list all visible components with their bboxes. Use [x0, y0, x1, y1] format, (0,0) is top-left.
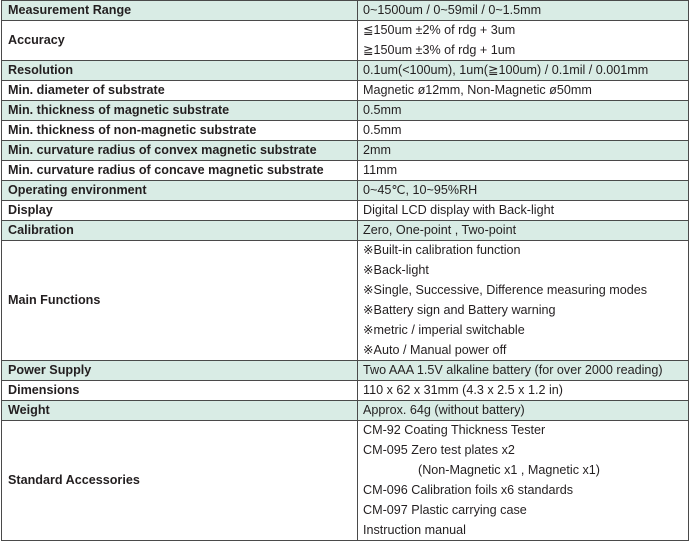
spec-label: Min. thickness of magnetic substrate [2, 101, 358, 121]
spec-value-line: ※Auto / Manual power off [363, 343, 507, 357]
spec-label: Dimensions [2, 381, 358, 401]
spec-value-line: ※Single, Successive, Difference measuring modes [363, 283, 648, 297]
spec-row-display [2, 201, 689, 221]
spec-label: Min. curvature radius of concave magnetic substrate [2, 161, 358, 181]
spec-value-line: CM-097 Plastic carrying case [363, 503, 527, 517]
spec-row-weight [2, 401, 689, 421]
spec-value-line: ≧150um ±3% of rdg + 1um [363, 43, 516, 57]
spec-label: Accuracy [2, 21, 358, 61]
spec-value-line: Instruction manual [363, 523, 466, 537]
spec-value-line: CM-095 Zero test plates x2 [363, 443, 515, 457]
spec-label: Measurement Range [2, 1, 358, 21]
spec-value-line: ※metric / imperial switchable [363, 323, 525, 337]
spec-row-calibration [2, 221, 689, 241]
spec-value-line: CM-92 Coating Thickness Tester [363, 423, 546, 437]
spec-value: 0.1um(<100um), 1um(≧100um) / 0.1mil / 0.001mm [358, 61, 689, 81]
spec-value-line: CM-096 Calibration foils x6 standards [363, 483, 573, 497]
spec-label: Min. curvature radius of convex magnetic substrate [2, 141, 358, 161]
spec-value [358, 241, 689, 361]
spec-row-dimensions [2, 381, 689, 401]
spec-value: Zero, One-point , Two-point [358, 221, 689, 241]
spec-row-convex-radius [2, 141, 689, 161]
spec-row-min-thickness-non-magnetic [2, 121, 689, 141]
spec-row-resolution [2, 61, 689, 81]
spec-value: 2mm [358, 141, 689, 161]
spec-value: 110 x 62 x 31mm (4.3 x 2.5 x 1.2 in) [358, 381, 689, 401]
spec-label: Min. thickness of non-magnetic substrate [2, 121, 358, 141]
spec-row-main-functions [2, 241, 689, 361]
spec-value-line: ※Battery sign and Battery warning [363, 303, 556, 317]
spec-value-line: ≦150um ±2% of rdg + 3um [363, 23, 516, 37]
spec-label: Power Supply [2, 361, 358, 381]
spec-value: 0.5mm [358, 101, 689, 121]
spec-value: 0~45℃, 10~95%RH [358, 181, 689, 201]
spec-row-concave-radius [2, 161, 689, 181]
spec-value: Two AAA 1.5V alkaline battery (for over 2000 reading) [358, 361, 689, 381]
spec-value: 0~1500um / 0~59mil / 0~1.5mm [358, 1, 689, 21]
spec-row-standard-accessories [2, 421, 689, 541]
spec-label: Weight [2, 401, 358, 421]
spec-label: Display [2, 201, 358, 221]
spec-label: Main Functions [2, 241, 358, 361]
spec-value: 0.5mm [358, 121, 689, 141]
spec-value [358, 421, 689, 541]
spec-value: Approx. 64g (without battery) [358, 401, 689, 421]
spec-row-min-thickness-magnetic [2, 101, 689, 121]
spec-label: Min. diameter of substrate [2, 81, 358, 101]
spec-value-line: (Non-Magnetic x1 , Magnetic x1) [418, 463, 600, 477]
spec-row-accuracy [2, 21, 689, 61]
spec-value: Magnetic ø12mm, Non-Magnetic ø50mm [358, 81, 689, 101]
spec-row-min-diameter [2, 81, 689, 101]
specification-table [1, 0, 689, 541]
spec-row-operating-environment [2, 181, 689, 201]
spec-row-measurement-range [2, 1, 689, 21]
spec-label: Calibration [2, 221, 358, 241]
top-edge-line [520, 0, 684, 2]
spec-label: Resolution [2, 61, 358, 81]
spec-value: Digital LCD display with Back-light [358, 201, 689, 221]
spec-value: 11mm [358, 161, 689, 181]
spec-value-line: ※Built-in calibration function [363, 243, 521, 257]
spec-label: Standard Accessories [2, 421, 358, 541]
spec-value [358, 21, 689, 61]
spec-label: Operating environment [2, 181, 358, 201]
spec-value-line: ※Back-light [363, 263, 429, 277]
spec-row-power-supply [2, 361, 689, 381]
